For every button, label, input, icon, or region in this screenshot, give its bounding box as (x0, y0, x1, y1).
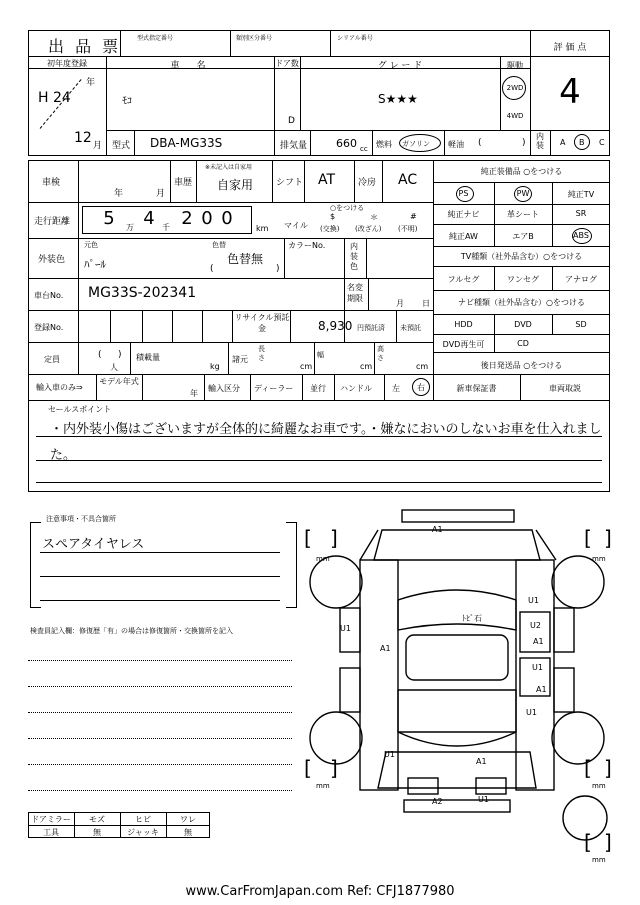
tire-lr-mm: mm (316, 782, 330, 790)
navi-dvd: DVD (514, 320, 532, 329)
chassis-label: 車台No. (34, 291, 64, 300)
mark-windshield: ﾄﾋﾞ石 (462, 614, 482, 623)
opt-leather: 革シート (507, 210, 539, 219)
meigi-month: 月 (396, 299, 404, 308)
import-kubun-label: 輸入区分 (208, 384, 240, 393)
play-label: DVD再生可 (442, 340, 485, 349)
first-reg-era: H 24 (38, 90, 71, 106)
meigi-day: 日 (422, 299, 430, 308)
import-label: 輸入車のみ⇒ (36, 383, 83, 392)
mileage-km: km (256, 224, 269, 233)
color-no-label: カラーNo. (288, 241, 326, 250)
wid-label: 幅 (317, 351, 324, 359)
import-parallel: 並行 (310, 384, 326, 393)
history-value: 自家用 (217, 178, 254, 192)
repaint-paren-right: ) (276, 264, 280, 274)
mirror-h-0: ドアミラー (31, 815, 71, 824)
mileage-digit-5: 0 (221, 208, 233, 229)
mark-rf-door: U2 (530, 621, 541, 630)
score-label: 評 価 点 (553, 43, 587, 53)
first-reg-month: 12 (74, 130, 92, 146)
mark-roof: A1 (380, 644, 391, 653)
model-value: DBA-MG33S (150, 136, 223, 150)
tire-rr-mm: mm (592, 782, 606, 790)
mileage-fumei: (不明) (398, 225, 418, 233)
opt-airbag: エアB (512, 232, 534, 241)
mileage-digit-1: 5 (103, 208, 115, 229)
mark-rr-door-2: A1 (536, 685, 547, 694)
first-reg-year-kanji: 年 (86, 78, 96, 88)
handle-right: 右 (417, 383, 425, 392)
history-label: 車歴 (174, 178, 193, 188)
mileage-sen: 千 (162, 223, 170, 232)
shaken-month: 月 (156, 189, 166, 199)
fuel-diesel: 軽油 (448, 140, 464, 149)
load-unit: kg (210, 362, 220, 371)
tv-analog: アナログ (565, 275, 597, 284)
import-dealer: ディーラー (254, 384, 294, 393)
orig-color: ﾊﾟｰﾙ (84, 258, 106, 271)
tv-title: TV種類（社外品含む）○をつける (460, 252, 583, 261)
recycle-label: リサイクル預託金 (234, 313, 290, 333)
mark-rr-quarter: U1 (526, 708, 537, 717)
shift-label: シフト (276, 178, 304, 188)
ac-value: AC (398, 172, 418, 188)
recycle-value: 8,930 (318, 319, 353, 333)
options-title: 純正装備品 ○をつける (480, 167, 563, 176)
interior-c: C (599, 138, 605, 147)
car-name-label: 車 名 (170, 61, 210, 71)
mileage-star: ＊ (370, 213, 378, 222)
mark-rear-bumper-2: U1 (478, 795, 489, 804)
mark-lf-fender: U1 (340, 624, 351, 633)
tire-rr-bracket-r: ] (604, 756, 612, 780)
mileage-dollar: $ (330, 212, 336, 221)
capacity-label: 定員 (44, 355, 60, 364)
sheet-title: 出 品 票 (48, 37, 122, 56)
notes-line-1: スペアタイヤレス (42, 537, 145, 552)
recycle-unit: 円預託済 (357, 324, 385, 332)
ac-label: 冷房 (358, 178, 377, 188)
interior-b: B (579, 138, 585, 147)
mark-rear-bumper: A2 (432, 797, 443, 806)
opt-ps: PS (458, 189, 469, 198)
first-reg-month-kanji: 月 (93, 141, 103, 151)
mileage-label: 走行距離 (34, 217, 71, 227)
sales-label: セールスポイント (48, 405, 112, 414)
mirror-h-3: ワレ (180, 815, 196, 824)
history-note: ※未記入は自家用 (205, 164, 253, 171)
mileage-digit-2: 4 (143, 208, 155, 229)
mileage-digit-4: 0 (201, 208, 213, 229)
mileage-koukan: (交換) (320, 225, 340, 233)
reg-label: 登録No. (34, 323, 64, 332)
interior-label: 内装 (536, 132, 544, 150)
docs-warranty: 新車保証書 (456, 384, 497, 393)
play-cd: CD (517, 339, 529, 348)
mirror-r-1: 無 (93, 828, 101, 837)
mark-front-bumper: A1 (432, 525, 443, 534)
navi-title: ナビ種類（社外品含む）○をつける (458, 298, 585, 307)
car-damage-diagram (300, 500, 620, 880)
import-year: 年 (190, 389, 198, 398)
tire-rf-bracket-l: [ (584, 526, 592, 550)
capacity-paren-left: ( (98, 350, 102, 360)
tire-rf-bracket-r: ] (604, 526, 612, 550)
opt-navi: 純正ナビ (447, 210, 480, 219)
class-number-label: 類別区分番号 (236, 35, 273, 42)
mark-rear-panel: A1 (476, 757, 487, 766)
load-label: 積載量 (136, 353, 160, 362)
drive-4wd: 4WD (506, 112, 524, 120)
tire-rf-mm: mm (592, 555, 606, 563)
mark-rf-door-2: A1 (533, 637, 544, 646)
inspector-label: 検査員記入欄：修復歴「有」の場合は修復箇所・交換箇所を記入 (30, 627, 233, 635)
mirror-r-0: 工具 (43, 828, 59, 837)
opt-aw: 純正AW (449, 232, 478, 241)
displacement-value: 660 (336, 137, 357, 150)
model-label: 型式 (112, 141, 131, 151)
shaken-year: 年 (114, 189, 124, 199)
mileage-kaizan: (改ざん) (355, 225, 382, 233)
tire-rr-bracket-l: [ (584, 756, 592, 780)
mileage-sharp: # (410, 212, 417, 221)
tire-lf-bracket-r: ] (330, 526, 338, 550)
model-year-label: モデル年式 (99, 377, 139, 386)
grade-value: S★★★ (378, 92, 418, 106)
navi-hdd: HDD (454, 320, 473, 329)
navi-sd: SD (575, 320, 587, 329)
notes-label: 注意事項・不具合箇所 (46, 515, 116, 523)
opt-abs: ABS (573, 231, 589, 240)
handle-left: 左 (392, 384, 400, 393)
serial-number-label: シリアル番号 (337, 35, 373, 42)
sales-line-1: ・内外装小傷はございますが全体的に綺麗なお車です。・嫌なにおいのしないお車を仕入れまし (50, 422, 602, 437)
mileage-digit-3: 2 (181, 208, 193, 229)
tire-spare-bracket-r: ] (604, 830, 612, 854)
tire-lf-bracket-l: [ (304, 526, 312, 550)
interior-a: A (560, 138, 566, 147)
opt-tv: 純正TV (567, 190, 595, 199)
mirror-h-1: モズ (89, 815, 105, 824)
tire-lr-bracket-r: ] (330, 756, 338, 780)
type-designation-label: 型式指定番号 (137, 35, 174, 42)
mirror-r-2: ジャッキ (127, 828, 159, 837)
repaint-label: 色替 (212, 241, 226, 249)
shaken-label: 車検 (42, 178, 61, 188)
repaint-paren-left: ( (210, 264, 214, 274)
doors-label: ドア数 (275, 59, 299, 68)
dim-label: 諸元 (232, 355, 248, 364)
displacement-unit: cc (360, 145, 368, 153)
first-reg-label: 初年度登録 (47, 59, 87, 68)
hei-cm: cm (416, 362, 429, 371)
mileage-mile: マイル (284, 221, 308, 230)
repaint-value: 色替無 (227, 252, 264, 266)
score-value: 4 (559, 72, 581, 112)
mirror-r-3: 無 (184, 828, 192, 837)
mirror-h-2: ヒビ (135, 815, 151, 824)
tire-lf-mm: mm (316, 555, 330, 563)
docs-manual: 車両取説 (549, 384, 581, 393)
mark-lr-quarter: U1 (384, 750, 395, 759)
len-label: 長さ (258, 345, 265, 362)
wid-cm: cm (360, 362, 373, 371)
tire-spare-bracket-l: [ (584, 830, 592, 854)
drive-label: 駆動 (507, 61, 523, 70)
footer-ref: www.CarFromJapan.com Ref: CFJ1877980 (185, 884, 455, 899)
len-cm: cm (300, 362, 313, 371)
displacement-label: 排気量 (280, 141, 308, 151)
capacity-unit: 人 (110, 363, 118, 372)
tire-spare-mm: mm (592, 856, 606, 864)
tire-lr-bracket-l: [ (304, 756, 312, 780)
orig-color-label: 元色 (84, 241, 98, 249)
int-color-label: 内装色 (350, 242, 358, 271)
hei-label: 高さ (377, 345, 384, 362)
fuel-gasoline: ガソリン (402, 140, 430, 148)
handle-label: ハンドル (340, 384, 372, 393)
mileage-man: 万 (126, 223, 134, 232)
sales-line-2: た。 (50, 448, 77, 463)
recycle-unpaid: 未預託 (400, 324, 421, 332)
color-label: 外装色 (38, 255, 66, 265)
tv-oneseg: ワンセグ (507, 275, 539, 284)
docs-title: 後日発送品 ○をつける (480, 361, 563, 370)
capacity-paren-right: ) (118, 350, 122, 360)
car-name: ﾓｺ (122, 96, 132, 107)
chassis-value: MG33S-202341 (88, 285, 197, 301)
meigi-label: 名変期限 (347, 283, 363, 303)
fuel-label: 燃料 (376, 140, 392, 149)
opt-pw: PW (516, 189, 530, 198)
grade-label: グ レ ー ド (377, 61, 423, 71)
mark-rr-door: U1 (532, 663, 543, 672)
shift-value: AT (318, 172, 336, 188)
tv-fullseg: フルセグ (447, 275, 480, 284)
doors-value: D (288, 116, 295, 126)
mark-rf-fender: U1 (528, 596, 539, 605)
mileage-circle-hint: ○をつける (330, 204, 365, 212)
drive-2wd: 2WD (506, 84, 524, 92)
opt-sr: SR (575, 209, 587, 218)
